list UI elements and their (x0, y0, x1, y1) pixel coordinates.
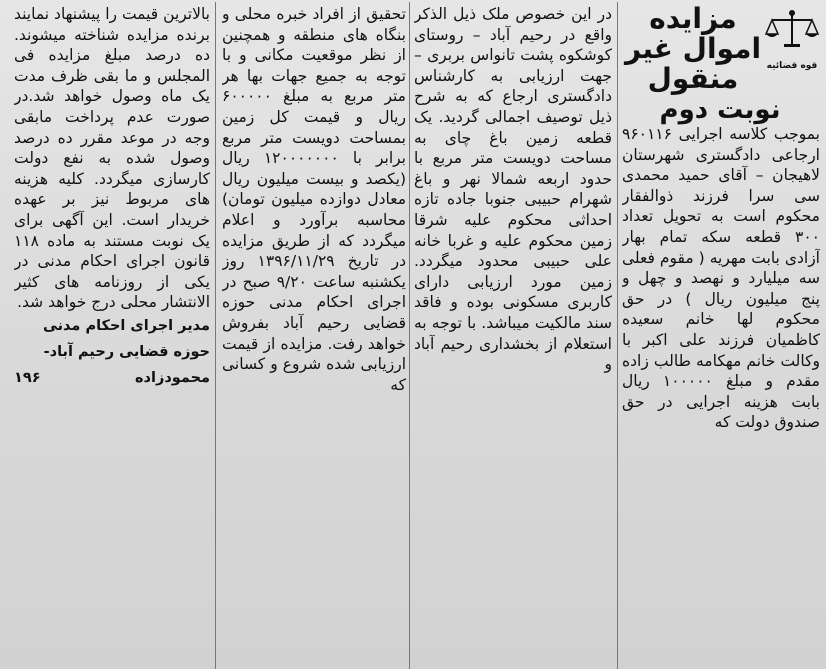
notice-number: ۱۹۶ (14, 369, 41, 386)
column-1 (622, 4, 820, 669)
column-3 (222, 4, 406, 669)
title-line-1: مزایده (649, 4, 737, 35)
scales-icon (764, 8, 820, 56)
column-divider (617, 2, 618, 669)
notice-title (622, 4, 768, 94)
notice-body-part-3: تحقیق از افراد خبره محلی و بنگاه های منطقه و همچنین از نظر موقعیت مکانی و با توجه به جمیع جهات بها هر متر مربع به مبلغ ۶۰۰۰۰۰ ریال و قیمت کل زمین بمساحت دویست متر مربع برابر با ۱۲۰۰۰۰۰۰۰ ریال (یکصد و بیست میلیون ریال معادل دوازده میلیون تومان) محاسبه برآورد و اعلام میگردد که از طریق مزایده در تاریخ ۱۳۹۶/۱۱/۲۹ روز یکشنبه ساعت ۹/۲۰ صبح در اجرای احکام مدنی حوزه قضایی رحیم آباد بفروش خواهد رفت. مزایده از قیمت ارزیابی شده شروع و کسانی که (222, 5, 406, 394)
notice-body-part-1: بموجب کلاسه اجرایی ۹۶۰۱۱۶ ارجاعی دادگستری شهرستان لاهیجان – آقای حمید محمدی سی سرا فرزند ذوالفقار محکوم است به تحویل تعداد ۳۰۰ قطعه سکه تمام بهار آزادی بابت مهریه ( مقوم فعلی سه میلیارد و نهصد و چهل و پنج میلیون ریال ) در حق محکوم لها خانم سعیده کاظمیان فرزند علی اکبر با وکالت خانم مهکامه طالب زاده مقدم و مبلغ ۱۰۰۰۰۰ ریال بابت هزینه اجرایی در حق صندوق دولت که (622, 125, 820, 432)
column-4 (14, 4, 210, 669)
signature-office: حوزه قضایی رحیم آباد- (43, 343, 210, 360)
notice-body-part-2: در این خصوص ملک ذیل الذکر واقع در رحیم آباد – روستای کوشکوه پشت تانواس بربری – جهت ارزیابی به کارشناس دادگستری ارجاع که به شرح ذیل توصیف اجمالی گردید. یک قطعه زمین باغ چای به مساحت دویست متر مربع با حدود اربعه شمالا نهر و باغ شهرام حبیبی جنوبا جاده تازه احداثی محکوم علیه شرقا زمین محکوم علیه و غربا خانه علی حبیبی محدود میگردد. زمین مورد ارزیابی دارای کاربری مسکونی بوده و فاقد سند مالکیت میباشد. با توجه به استعلام از بخشداری رحیم آباد و (414, 5, 612, 374)
notice-subtitle: نوبت دوم (659, 95, 781, 125)
signature-block (14, 313, 210, 391)
notice-body-part-4: بالاترین قیمت را پیشنهاد نمایند برنده مزایده شناخته میشوند. ده درصد مبلغ مزایده فی المجلس و ما بقی ظرف مدت یک ماه وصول خواهد شد.در صورت عدم پرداخت مابقی وجه در موعد مقرر ده درصد وصول شده به نفع دولت کارسازی میگردد. کلیه هزینه های مربوط نیز بر عهده خریدار است. این آگهی برای یک نوبت مستند به ماده ۱۱۸ قانون اجرای احکام مدنی در یکی از روزنامه های کثیر الانتشار محلی درج خواهد شد. (14, 5, 210, 312)
column-divider (215, 2, 216, 669)
emblem-caption: قوه قضائیه (766, 60, 818, 71)
title-line-2: اموال غیر (624, 32, 762, 65)
notice-header (622, 4, 820, 124)
title-line-3: منقول (647, 62, 739, 95)
column-2 (414, 4, 612, 669)
signature-name: محمودزاده (135, 369, 210, 386)
signature-title: مدیر اجرای احکام مدنی (42, 317, 210, 334)
column-divider (409, 2, 410, 669)
judiciary-emblem-icon (764, 8, 820, 71)
